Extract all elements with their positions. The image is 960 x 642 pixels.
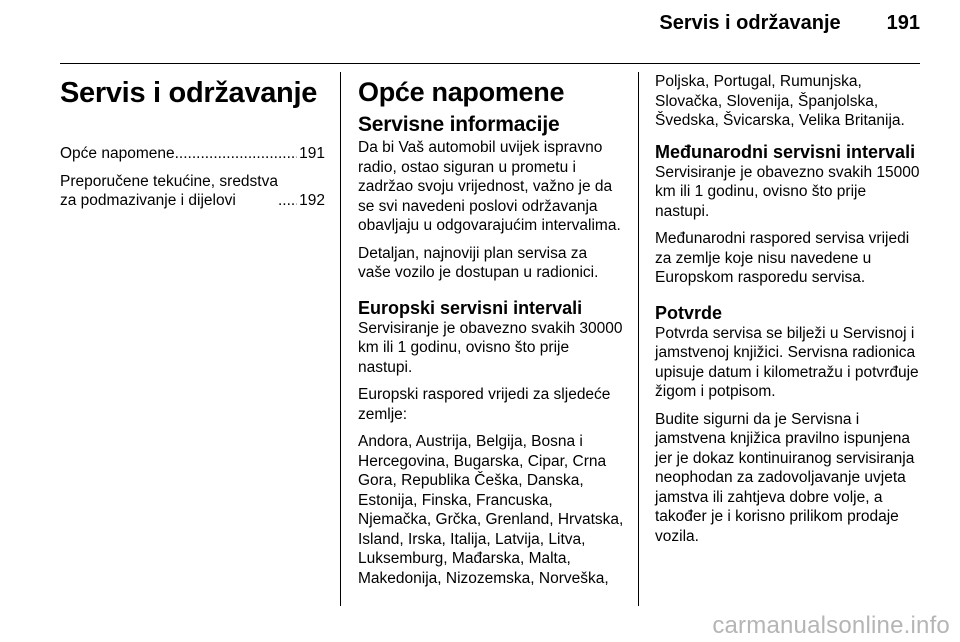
subsection-title-europski: Europski servisni intervali: [358, 297, 583, 318]
chapter-title: Servis i održavanje: [60, 77, 318, 109]
paragraph: Potvrda servisa se bilježi u Servisnoj i jamstvenoj knjižici. Servisna radionica upisuje datum i kilometražu i potvrđuje žigom i potpisom.: [655, 324, 919, 400]
paragraph: Servisiranje je obavezno svakih 15000 km ili 1 godinu, ovisno što prije nastupi.: [655, 163, 920, 220]
column-divider-2: [638, 72, 639, 606]
toc-entry-text: Preporučene tekućine, sredstva za podmazivanje i dijelovi: [60, 172, 278, 209]
toc-leader-dots: [175, 144, 298, 164]
chapter-column: [60, 72, 325, 219]
running-header: [659, 12, 920, 35]
paragraph: Budite sigurni da je Servisna i jamstvena knjižica pravilno ispunjena jer je dokaz kontinuiranog servisiranja neophodan za zadovoljavanje uvjeta jamstva ili zahtjeva dobre volje, a također je i korisno prilikom prodaje vozila.: [655, 410, 915, 545]
toc-entry[interactable]: [60, 172, 325, 211]
header-rule: [60, 63, 920, 64]
section-title: Opće napomene: [358, 77, 565, 107]
subsection-title-servisne-informacije: Servisne informacije: [358, 113, 560, 136]
country-list-part-2: Poljska, Portugal, Rumunjska, Slovačka, Slovenija, Španjolska, Švedska, Švicarska, Velika Britanija.: [655, 73, 905, 129]
toc-entry-page: 192: [299, 192, 325, 209]
toc-leader-dots: [278, 191, 297, 211]
paragraph: Međunarodni raspored servisa vrijedi za zemlje koje nisu navedene u Europskom rasporedu servisa.: [655, 230, 910, 286]
paragraph: Detaljan, najnoviji plan servisa za vaše vozilo je dostupan u radionici.: [358, 244, 599, 281]
column-divider-1: [340, 72, 341, 606]
paragraph: Da bi Vaš automobil uvijek ispravno radio, ostao siguran u prometu i zadržao svoju vrijednost, važno je da se svi navedeni poslovi održavanja obavljaju u odgovarajućim intervalima.: [358, 139, 621, 234]
watermark-brand: carmanualsonline.info: [712, 612, 950, 639]
toc-entry-text: Opće napomene: [60, 145, 175, 162]
subsection-title-medunarodni: Međunarodni servisni intervali: [655, 141, 916, 162]
content-column-3: [655, 72, 921, 554]
paragraph: Europski raspored vrijedi za sljedeće zemlje:: [358, 386, 611, 423]
subsection-title-potvrde: Potvrde: [655, 302, 723, 323]
content-column-2: [358, 72, 624, 596]
toc-entry[interactable]: [60, 144, 325, 164]
page-number: 191: [886, 12, 920, 34]
toc-entry-page: 191: [299, 145, 325, 162]
country-list-part-1: Andora, Austrija, Belgija, Bosna i Hercegovina, Bugarska, Cipar, Crna Gora, Republika Češka, Danska, Estonija, Finska, Francuska, Njemačka, Grčka, Grenland, Hrvatska, Island, Irska, Italija, Latvija, Litva, Luksemburg, Mađarska, Malta, Makedonija, Nizozemska, Norveška,: [358, 433, 624, 587]
paragraph: Servisiranje je obavezno svakih 30000 km ili 1 godinu, ovisno što prije nastupi.: [358, 319, 623, 376]
running-header-title: Servis i održavanje: [659, 12, 841, 34]
